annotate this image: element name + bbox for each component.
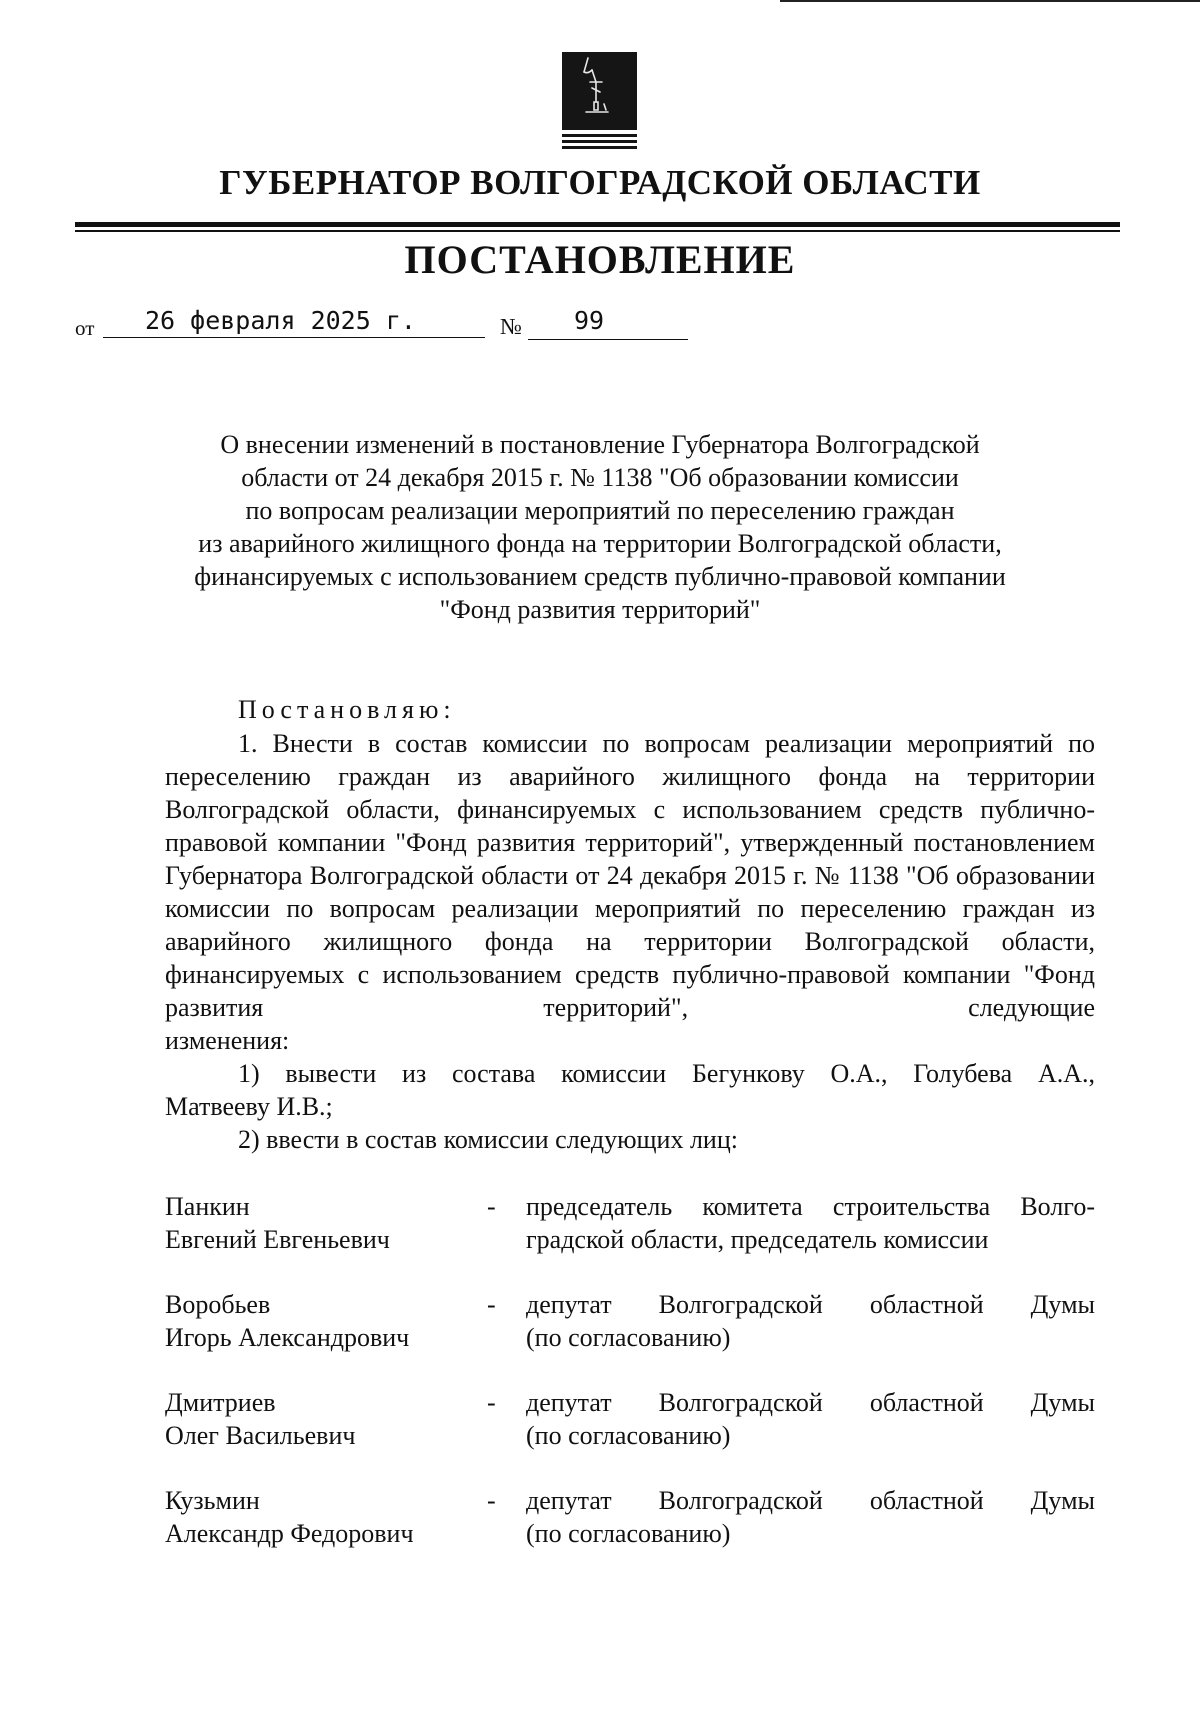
member-role-line: депутат Волгоградской областной Думы [526,1486,1095,1515]
member-role [526,1386,1095,1452]
header-rule-thin [75,230,1120,232]
member-given-name: Олег Васильевич [165,1421,356,1450]
member-dash: - [487,1388,496,1417]
header-rule-thick [75,222,1120,227]
member-role [526,1484,1095,1550]
member-dash: - [487,1290,496,1319]
item-1-end: изменения: [165,1026,290,1055]
member-dash: - [487,1486,496,1515]
member-role-line: (по согласованию) [526,1421,731,1450]
member-given-name: Александр Федорович [165,1519,414,1548]
member-name [165,1386,465,1452]
member-surname: Панкин [165,1192,250,1221]
subject-line: по вопросам реализации мероприятий по переселению граждан [245,496,955,525]
subject-line: из аварийного жилищного фонда на территории Волгоградской области, [198,529,1002,558]
member-role-line: председатель комитета строительства Волго- [526,1192,1095,1221]
item-1-text: 1. Внести в состав комиссии по вопросам реализации мероприятий по переселению граждан из аварийного жилищного фонда на территории Волгоградской области, финансируемых с использованием средств публично-правовой компании "Фонд развития территорий", утвержденный постановлением Губернатора Волгоградской области от 24 декабря 2015 г. № 1138 "Об образовании комиссии по вопросам реализации мероприятий по переселению граждан из аварийного жилищного фонда на территории Волгоградской области, финансируемых с использованием средств публично-правовой компании "Фонд развития территорий", следующие [165,729,1095,1022]
member-dash: - [487,1192,496,1221]
authority-title: ГУБЕРНАТОР ВОЛГОГРАДСКОЙ ОБЛАСТИ [219,163,981,202]
document-date: 26 февраля 2025 г. [145,306,416,335]
member-name [165,1484,465,1550]
subject-line: финансируемых с использованием средств публично-правовой компании [194,562,1006,591]
member-surname: Кузьмин [165,1486,260,1515]
member-surname: Воробьев [165,1290,271,1319]
number-underline [528,339,688,340]
member-role-line: депутат Волгоградской областной Думы [526,1290,1095,1319]
document-subject [150,428,1050,626]
scan-edge-line [780,0,1200,2]
decree-word: Постановляю: [238,695,456,724]
member-name [165,1288,465,1354]
member-role-line: градской области, председатель комиссии [526,1225,989,1254]
member-given-name: Евгений Евгеньевич [165,1225,390,1254]
subject-line: "Фонд развития территорий" [439,595,761,624]
item-1-sub-1-end: Матвееву И.В.; [165,1092,333,1121]
document-type: ПОСТАНОВЛЕНИЕ [404,237,796,282]
member-given-name: Игорь Александрович [165,1323,410,1352]
date-label: от [75,316,95,340]
document-number: 99 [574,306,605,335]
date-underline [103,337,485,338]
member-role [526,1288,1095,1354]
member-row [165,1288,1095,1358]
number-label: № [500,314,522,339]
member-row [165,1190,1095,1260]
item-1-sub-2: 2) ввести в состав комиссии следующих лиц: [238,1125,738,1154]
member-row [165,1386,1095,1456]
item-1-sub-1: 1) вывести из состава комиссии Бегункову О.А., Голубева А.А., [238,1059,1095,1088]
member-role-line: (по согласованию) [526,1519,731,1548]
member-role-line: (по согласованию) [526,1323,731,1352]
member-name [165,1190,465,1256]
subject-line: О внесении изменений в постановление Губернатора Волгоградской [220,430,980,459]
volgograd-coat-of-arms-icon [562,52,637,149]
member-row [165,1484,1095,1554]
member-role [526,1190,1095,1256]
member-role-line: депутат Волгоградской областной Думы [526,1388,1095,1417]
subject-line: области от 24 декабря 2015 г. № 1138 "Об образовании комиссии [241,463,959,492]
member-surname: Дмитриев [165,1388,276,1417]
